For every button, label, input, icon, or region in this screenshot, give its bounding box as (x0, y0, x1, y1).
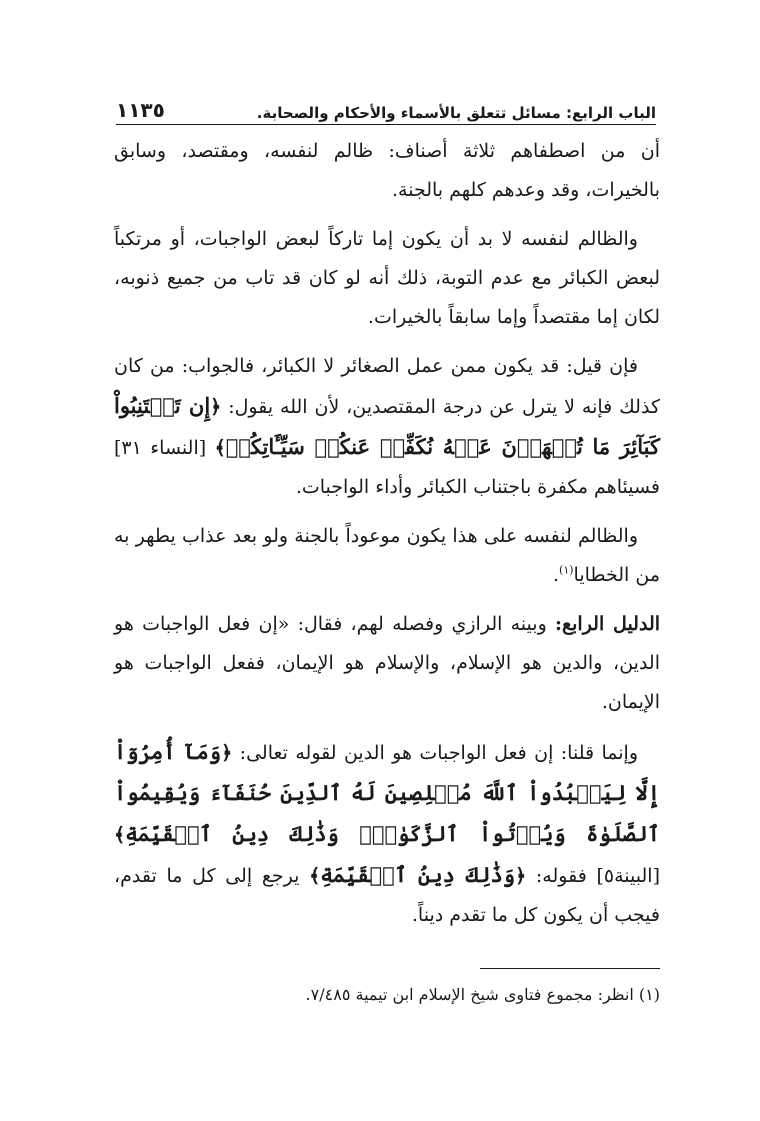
paragraph-6 (114, 732, 660, 935)
paragraph-5-text: وبينه الرازي وفصله لهم، فقال: «إن فعل الواجبات هو الدين، والدين هو الإسلام، والإسلام هو الإيمان، ففعل الواجبات هو الإيمان. (114, 613, 660, 713)
paragraph-1: أن من اصطفاهم ثلاثة أصناف: ظالم لنفسه، ومقتصد، وسابق بالخيرات، وقد وعدهم كلهم بالجنة. (114, 140, 660, 201)
paragraph-6-mid: فقوله: (535, 865, 587, 887)
quran-open-bracket: ﴿ (210, 396, 222, 418)
paragraph-4-text: والظالم لنفسه على هذا يكون موعوداً بالجنة ولو بعد عذاب يطهر به من الخطايا (114, 525, 660, 586)
quran-close-bracket: ﴾ (214, 437, 226, 459)
footnote-divider (480, 968, 660, 969)
quran-close-bracket: ﴾ (309, 865, 321, 887)
quran-reference-bayyina: [البينة٥] (596, 865, 660, 887)
paragraph-5 (114, 605, 660, 722)
quran-verse-excerpt: وَذَٰلِكَ دِينُ ٱلۡقَيِّمَةِ (320, 862, 516, 887)
quran-verse-nisa: إِن تَجۡتَنِبُواْ كَبَآئِرَ مَا تُنۡهَوۡنَ عَنۡهُ نُكَفِّرۡ عَنكُمۡ سَيِّـَٔاتِكُمۡ (114, 393, 660, 459)
running-header (116, 94, 656, 125)
running-title: الباب الرابع: مسائل تتعلق بالأسماء والأحكام والصحابة. (256, 104, 656, 122)
footnote: (١) انظر: مجموع فتاوى شيخ الإسلام ابن تيمية ٧/٤٨٥. (305, 985, 660, 1004)
paragraph-3-start: فإن قيل: قد يكون ممن عمل الصغائر لا الكبائر، فالجواب: من كان كذلك فإنه لا يترل عن درجة المقتصدين، لأن الله يقول: (114, 355, 660, 418)
paragraph-2: والظالم لنفسه لا بد أن يكون إما تاركاً لبعض الواجبات، أو مرتكباً لبعض الكبائر مع عدم التوبة، ذلك أنه لو كان قد تاب من جميع ذنوبه، لكان إما مقتصداً وإما سابقاً بالخيرات. (114, 228, 660, 328)
paragraph-4-tail: . (552, 564, 560, 586)
paragraph-3 (114, 347, 660, 507)
quran-open-bracket: ﴿ (221, 742, 233, 764)
paragraph-4 (114, 517, 660, 595)
quran-verse-bayyina: وَمَآ أُمِرُوٓاْ إِلَّا لِيَعۡبُدُواْ ٱللَّهَ مُخۡلِصِينَ لَهُ ٱلدِّينَ حُنَفَآءَ وَيُقِيمُواْ ٱلصَّلَوٰةَ وَيُؤۡتُواْ ٱلزَّكَوٰةَۚ وَذَٰلِكَ دِينُ ٱلۡقَيِّمَةِ (114, 739, 660, 846)
paragraph-6-start: وإنما قلنا: إن فعل الواجبات هو الدين لقوله تعالى: (239, 742, 639, 764)
body-text (114, 132, 660, 945)
quran-close-bracket: ﴾ (114, 824, 126, 846)
fourth-evidence-label: الدليل الرابع: (555, 613, 661, 635)
quran-reference-nisa: [النساء ٣١] (114, 437, 207, 459)
footnote-marker: (١) (559, 563, 574, 577)
page-number: ١١٣٥ (116, 98, 165, 122)
paragraph-6-end: يرجع إلى كل ما تقدم، فيجب أن يكون كل ما تقدم ديناً. (114, 865, 660, 926)
paragraph-3-end: فسيئاهم مكفرة باجتناب الكبائر وأداء الواجبات. (295, 476, 660, 498)
quran-open-bracket: ﴿ (515, 865, 527, 887)
